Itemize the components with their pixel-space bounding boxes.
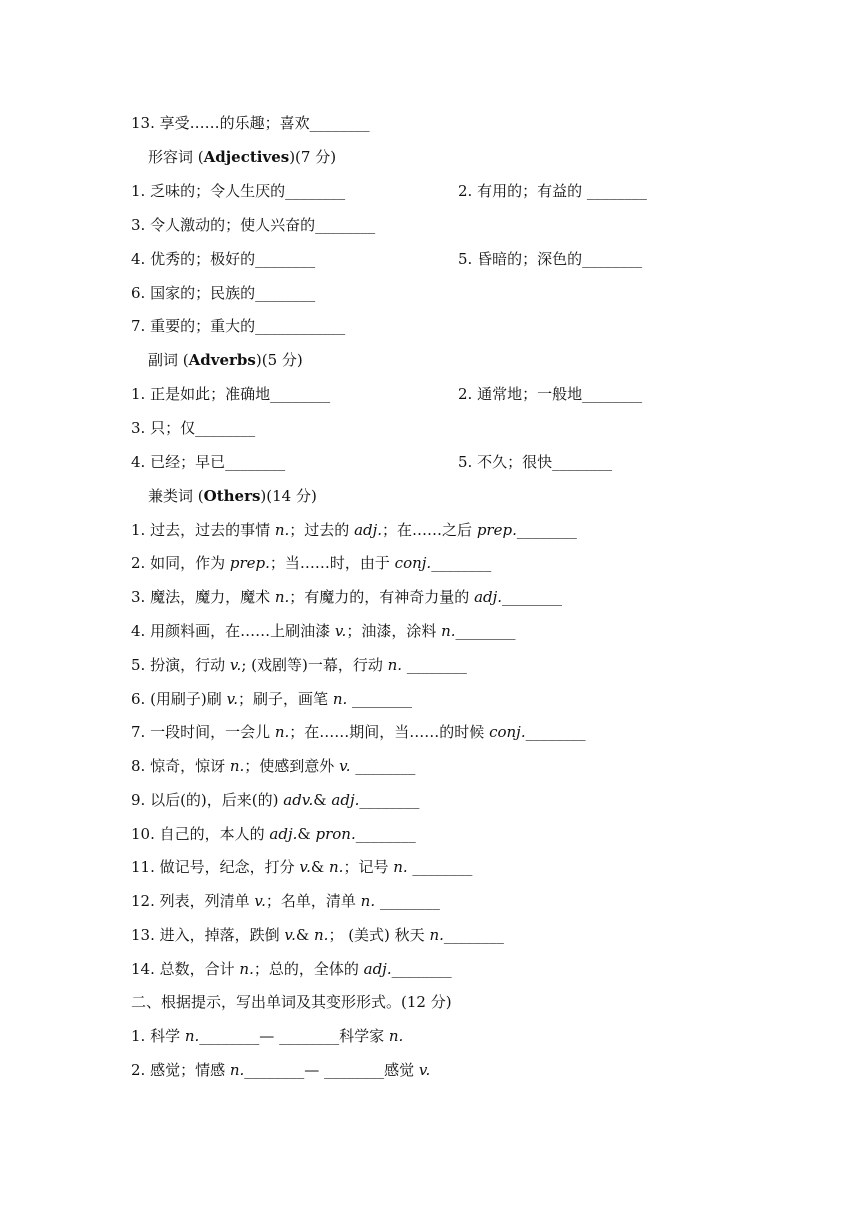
list-item: 3. 只；仅________ (131, 419, 256, 437)
list-item: 4. 已经；早已________ (131, 453, 286, 471)
list-item: 5. 不久；很快________ (458, 453, 613, 471)
list-item: 5. 扮演，行动 v.; (戏剧等)一幕，行动 n. ________ (131, 656, 467, 674)
list-item: 3. 魔法，魔力，魔术 n.；有魔力的，有神奇力量的 adj.________ (131, 588, 563, 606)
list-item: 2. 如同，作为 prep.；当……时，由于 conj.________ (131, 554, 492, 572)
list-item: 4. 优秀的；极好的________ (131, 250, 316, 268)
list-item: 10. 自己的，本人的 adj.& pron.________ (131, 825, 416, 843)
list-item: 9. 以后(的)，后来(的) adv.& adj.________ (131, 791, 420, 809)
list-item: 2. 感觉；情感 n.________— ________感觉 v. (131, 1061, 431, 1079)
list-item: 6. (用刷子)刷 v.；刷子，画笔 n. ________ (131, 690, 413, 708)
list-item: 1. 科学 n.________— ________科学家 n. (131, 1027, 404, 1045)
list-item: 3. 令人激动的；使人兴奋的________ (131, 216, 376, 234)
list-item: 14. 总数，合计 n.；总的，全体的 adj.________ (131, 960, 452, 978)
list-item: 2. 通常地；一般地________ (458, 385, 643, 403)
section-heading-part-two: 二、根据提示，写出单词及其变形形式。(12 分) (131, 993, 452, 1011)
section-heading-adverbs: 副词 (Adverbs)(5 分) (148, 351, 303, 369)
list-item: 7. 一段时间，一会儿 n.；在……期间，当……的时候 conj.________ (131, 723, 586, 741)
section-heading-adjectives: 形容词 (Adjectives)(7 分) (148, 148, 337, 166)
list-item: 1. 正是如此；准确地________ (131, 385, 331, 403)
list-item: 11. 做记号，纪念，打分 v.& n.；记号 n. ________ (131, 858, 473, 876)
list-item: 2. 有用的；有益的 ________ (458, 182, 647, 200)
list-item: 1. 乏味的；令人生厌的________ (131, 182, 346, 200)
list-item: 5. 昏暗的；深色的________ (458, 250, 643, 268)
list-item: 4. 用颜料画，在……上刷油漆 v.；油漆，涂料 n.________ (131, 622, 516, 640)
list-item: 8. 惊奇，惊讶 n.；使感到意外 v. ________ (131, 757, 416, 775)
list-item: 13. 进入，掉落，跌倒 v.& n.； (美式) 秋天 n.________ (131, 926, 504, 944)
list-item: 13. 享受……的乐趣；喜欢________ (131, 114, 370, 132)
section-heading-others: 兼类词 (Others)(14 分) (148, 487, 317, 505)
list-item: 1. 过去，过去的事情 n.；过去的 adj.；在……之后 prep.________ (131, 521, 577, 539)
list-item: 12. 列表，列清单 v.；名单，清单 n. ________ (131, 892, 440, 910)
list-item: 7. 重要的；重大的____________ (131, 317, 346, 335)
list-item: 6. 国家的；民族的________ (131, 284, 316, 302)
